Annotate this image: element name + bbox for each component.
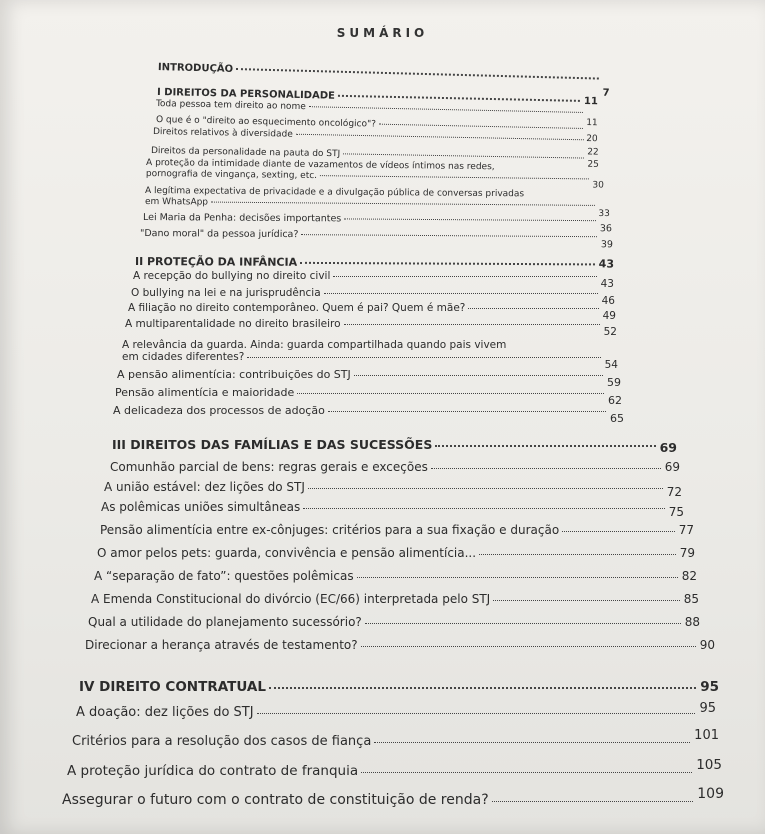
toc-entry[interactable]: Critérios para a resolução dos casos de fiança 101 <box>72 728 719 749</box>
toc-entry[interactable]: Assegurar o futuro com o contrato de constituição de renda? 109 <box>62 786 724 808</box>
toc-entry[interactable]: A multiparentalidade no direito brasileiro 52 <box>125 318 617 338</box>
toc-entry[interactable]: Pensão alimentícia entre ex-cônjuges: critérios para a sua fixação e duração 77 <box>100 523 694 537</box>
page-title: SUMÁRIO <box>336 26 429 40</box>
section-heading[interactable]: II PROTEÇÃO DA INFÂNCIA 43 <box>134 255 615 271</box>
toc-entry[interactable]: A recepção do bullying no direito civil 43 <box>133 270 614 290</box>
toc-entry[interactable]: Direitos da personalidade na pauta do STJ 25 <box>150 146 599 170</box>
toc-entry[interactable]: A filiação no direito contemporâneo. Quem é pai? Quem é mãe? 49 <box>128 302 616 322</box>
toc-entry[interactable]: Direcionar a herança através de testamento? 90 <box>85 638 715 652</box>
toc-entry[interactable]: Comunhão parcial de bens: regras gerais e exceções 69 <box>110 460 680 474</box>
section-page: 11 <box>583 95 599 108</box>
toc-entry[interactable]: O bullying na lei e na jurisprudência 46 <box>131 287 615 307</box>
toc-entry[interactable]: A pensão alimentícia: contribuições do STJ 59 <box>117 368 621 389</box>
toc-entry[interactable]: Direitos relativos à diversidade 22 <box>152 127 599 158</box>
toc-entry[interactable]: Toda pessoa tem direito ao nome 11 <box>155 99 598 129</box>
toc-entry[interactable]: Lei Maria da Penha: decisões importantes 36 <box>142 212 612 235</box>
section-heading[interactable]: III DIREITOS DAS FAMÍLIAS E DAS SUCESSÕES 69 <box>112 437 677 455</box>
toc-entry[interactable]: A doação: dez lições do STJ 95 <box>76 701 716 720</box>
toc-entry[interactable]: Qual a utilidade do planejamento sucessório? 88 <box>88 615 700 629</box>
toc-entry[interactable]: A proteção jurídica do contrato de franquia 105 <box>67 757 722 779</box>
leader-dots <box>338 95 580 102</box>
section-heading[interactable]: IV DIREITO CONTRATUAL 95 <box>79 679 719 695</box>
entry-label: INTRODUÇÃO <box>157 62 234 75</box>
toc-entry[interactable]: O amor pelos pets: guarda, convivência e pensão alimentícia... 79 <box>97 546 695 560</box>
toc-entry[interactable]: As polêmicas uniões simultâneas 75 <box>101 500 684 519</box>
entry-page: 7 <box>602 87 610 99</box>
toc-entry[interactable]: O que é o "direito ao esquecimento oncológico"? 20 <box>155 115 598 145</box>
toc-entry-multiline[interactable]: A proteção da intimidade diante de vazamentos de vídeos íntimos nas redes, pornografia de vingança, sexting, etc. 30 <box>145 158 604 191</box>
toc-entry[interactable]: Pensão alimentícia e maioridade 62 <box>115 386 622 407</box>
toc-entry-multiline[interactable]: A relevância da guarda. Ainda: guarda compartilhada quando pais vivem em cidades diferentes? 54 <box>122 339 618 371</box>
toc-entry[interactable]: A Emenda Constitucional do divórcio (EC/66) interpretada pelo STJ 85 <box>91 592 699 606</box>
leader-dots <box>236 68 599 79</box>
toc-entry[interactable]: A delicadeza dos processos de adoção 65 <box>113 404 624 425</box>
section-title: I DIREITOS DA PERSONALIDADE <box>156 87 336 102</box>
toc-entry[interactable]: "Dano moral" da pessoa jurídica? 39 <box>139 228 613 251</box>
toc-entry[interactable]: A união estável: dez lições do STJ 72 <box>104 480 682 499</box>
toc-entry-multiline[interactable]: A legítima expectativa de privacidade e a divulgação pública de conversas privadas em WhatsApp 33 <box>144 186 610 220</box>
toc-entry[interactable]: A “separação de fato”: questões polêmicas 82 <box>94 569 697 583</box>
